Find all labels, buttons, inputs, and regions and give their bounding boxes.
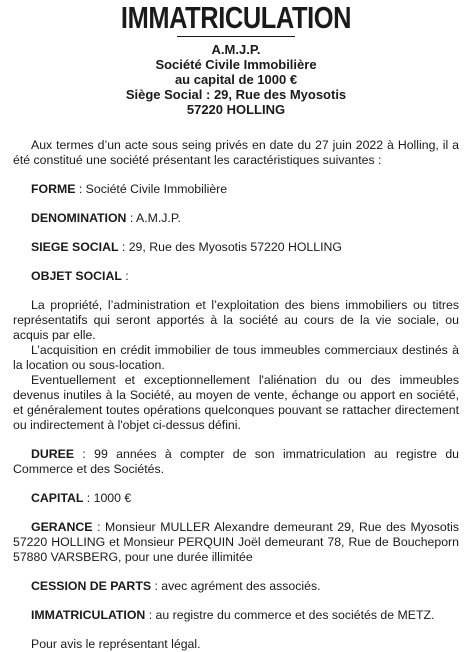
objet-paragraph-2: L’acquisition en crédit immobilier de tous immeubles commerciaux destinés à la location ou sous-location. — [13, 343, 459, 372]
forme-value: : Société Civile Immobilière — [75, 182, 228, 196]
capital-value: : 1000 € — [83, 491, 132, 505]
gerance-value: : Monsieur MULLER Alexandre demeurant 29, Rue des Myosotis 57220 HOLLING et Monsieur PERQUIN Joël demeurant 78, Rue de Boucheporn 57880 VARSBERG, pour une durée illimitée — [13, 520, 459, 564]
denomination-label: DENOMINATION — [31, 211, 127, 225]
siege-field — [13, 240, 459, 255]
objet-paragraph-3: Eventuellement et exceptionnellement l'aliénation du ou des immeubles devenus inutiles à la Société, au moyen de vente, échange ou apport en société, et généralement toutes opérations quelconques pouvant se rattacher directement ou indirectement à l'objet ci-dessus défini. — [13, 373, 459, 432]
company-capital: au capital de 1000 € — [174, 72, 298, 87]
title-divider — [177, 36, 295, 37]
objet-sep: : — [121, 269, 129, 283]
gerance-label: GERANCE — [31, 520, 93, 534]
siege-value: : 29, Rue des Myosotis 57220 HOLLING — [118, 240, 342, 254]
closing-line: Pour avis le représentant légal. — [31, 637, 201, 651]
objet-field — [13, 269, 459, 284]
cession-value: : avec agrément des associés. — [151, 579, 321, 593]
company-name: A.M.J.P. — [211, 42, 261, 57]
company-postcode: 57220 HOLLING — [186, 102, 286, 117]
gerance-field — [13, 520, 459, 565]
immatriculation-value: : au registre du commerce et des sociétés de METZ. — [145, 608, 435, 622]
cession-field — [13, 579, 459, 594]
objet-paragraph-1: La propriété, l’administration et l’exploitation des biens immobiliers ou titres représentatifs qui seront apportés à la société au cours de la vie sociale, ou acquis par elle. — [13, 298, 459, 342]
forme-field — [13, 182, 459, 197]
intro-paragraph: Aux termes d’un acte sous seing privés en date du 27 juin 2022 à Holling, il a été constitué une société présentant les caractéristiques suivantes : — [13, 138, 459, 167]
duree-label: DUREE — [31, 447, 75, 461]
capital-field — [13, 491, 459, 506]
denomination-value: : A.M.J.P. — [126, 211, 181, 225]
objet-label: OBJET SOCIAL — [31, 269, 122, 283]
duree-value: : 99 années à compter de son immatriculation au registre du Commerce et des Sociétés. — [13, 447, 459, 476]
immatriculation-label: IMMATRICULATION — [31, 608, 146, 622]
company-header — [13, 42, 459, 117]
cession-label: CESSION DE PARTS — [31, 579, 152, 593]
forme-label: FORME — [31, 182, 76, 196]
company-address: Siège Social : 29, Rue des Myosotis — [125, 87, 347, 102]
notice-title: IMMATRICULATION — [120, 0, 352, 35]
siege-label: SIEGE SOCIAL — [31, 240, 119, 254]
company-type: Société Civile Immobilière — [155, 57, 317, 72]
immatriculation-field — [13, 608, 459, 623]
denomination-field — [13, 211, 459, 226]
duree-field — [13, 447, 459, 477]
capital-label: CAPITAL — [31, 491, 84, 505]
